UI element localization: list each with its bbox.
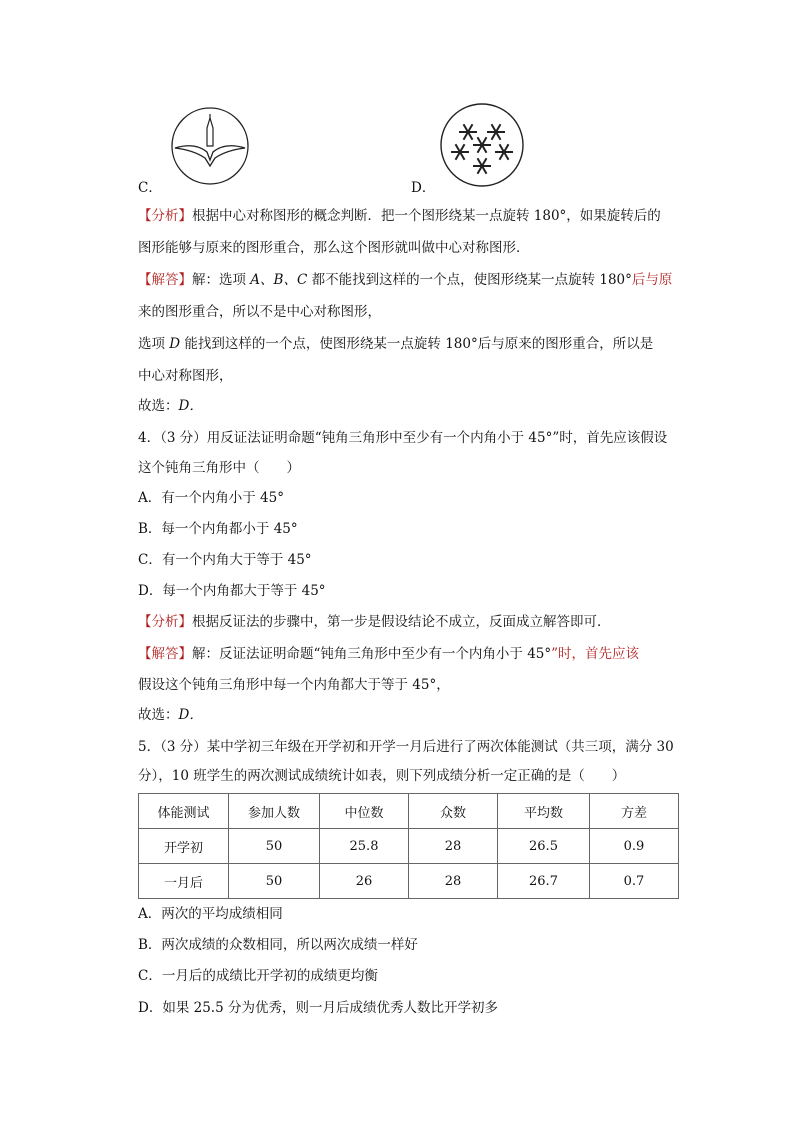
table-cell: 0.9	[590, 829, 679, 864]
analysis-tag: 【分析】	[138, 614, 192, 630]
table-cell: 25.8	[320, 829, 409, 864]
table-cell: 26.5	[498, 829, 590, 864]
q3-answer-line-1: 【解答】解：选项 A、B、C 都不能找到这样的一个点，使图形绕某一点旋转 180°后与原	[138, 272, 673, 288]
table-cell: 26	[320, 864, 409, 899]
q4-answer-line-2: 假设这个钝角三角形中每一个内角都大于等于 45°，	[138, 677, 450, 693]
q5-option-b: B．两次成绩的众数相同，所以两次成绩一样好	[138, 937, 418, 953]
table-cell: 50	[229, 829, 320, 864]
q3-answer-line-4: 中心对称图形，	[138, 368, 233, 384]
analysis-tag: 【分析】	[138, 208, 192, 224]
table-header-cell: 众数	[409, 794, 498, 829]
table-header-cell: 体能测试	[139, 794, 229, 829]
figure-c	[165, 106, 255, 194]
table-cell: 开学初	[139, 829, 229, 864]
q3-answer-line-3: 选项 D 能找到这样的一个点，使图形绕某一点旋转 180°后与原来的图形重合，所以是	[138, 336, 654, 352]
q4-option-c: C．有一个内角大于等于 45°	[138, 552, 312, 568]
answer-tag: 【解答】	[138, 646, 192, 662]
q5-stem-line-2: 分），10 班学生的两次测试成绩统计如表，则下列成绩分析一定正确的是（ ）	[138, 768, 626, 784]
table-cell: 26.7	[498, 864, 590, 899]
q4-answer-line-1: 【解答】解：反证法证明命题“钝角三角形中至少有一个内角小于 45°”时，首先应该	[138, 646, 640, 662]
table-header-cell: 中位数	[320, 794, 409, 829]
figure-c-symbol-icon	[165, 106, 255, 190]
q4-option-b: B．每一个内角都小于 45°	[138, 521, 298, 537]
table-cell: 28	[409, 864, 498, 899]
table-cell: 28	[409, 829, 498, 864]
q5-option-d: D．如果 25.5 分为优秀，则一月后成绩优秀人数比开学初多	[138, 1000, 498, 1016]
table-row	[139, 829, 679, 864]
q3-option-c-label: C．	[138, 180, 162, 196]
table-header-row	[139, 794, 679, 829]
q3-analysis-line-1: 【分析】根据中心对称图形的概念判断．把一个图形绕某一点旋转 180°，如果旋转后的	[138, 208, 661, 224]
q3-analysis-line-2: 图形能够与原来的图形重合，那么这个图形就叫做中心对称图形．	[138, 240, 530, 256]
figure-d-snowflake-icon	[438, 102, 526, 188]
q4-option-d: D．每一个内角都大于等于 45°	[138, 583, 326, 599]
q4-option-a: A．有一个内角小于 45°	[138, 490, 284, 506]
figure-d	[438, 102, 526, 192]
table-header-cell: 参加人数	[229, 794, 320, 829]
table-cell: 50	[229, 864, 320, 899]
q5-stats-table	[138, 793, 679, 899]
table-cell: 一月后	[139, 864, 229, 899]
answer-tag: 【解答】	[138, 272, 192, 288]
q5-option-c: C．一月后的成绩比开学初的成绩更均衡	[138, 968, 378, 984]
table-cell: 0.7	[590, 864, 679, 899]
q3-choose: 故选：D．	[138, 398, 203, 414]
q3-answer-line-2: 来的图形重合，所以不是中心对称图形，	[138, 304, 381, 320]
q4-stem-line-1: 4．（3 分）用反证法证明命题“钝角三角形中至少有一个内角小于 45°”时，首先应该假设	[138, 430, 668, 446]
q4-analysis: 【分析】根据反证法的步骤中，第一步是假设结论不成立，反面成立解答即可．	[138, 614, 611, 630]
q4-stem-line-2: 这个钝角三角形中（ ）	[138, 460, 300, 476]
table-row	[139, 864, 679, 899]
q5-option-a: A．两次的平均成绩相同	[138, 906, 283, 922]
table-header-cell: 方差	[590, 794, 679, 829]
table-header-cell: 平均数	[498, 794, 590, 829]
q4-choose: 故选：D．	[138, 707, 203, 723]
q3-option-d-label: D．	[411, 180, 436, 196]
q5-stem-line-1: 5．（3 分）某中学初三年级在开学初和开学一月后进行了两次体能测试（共三项，满分 30	[138, 739, 674, 755]
